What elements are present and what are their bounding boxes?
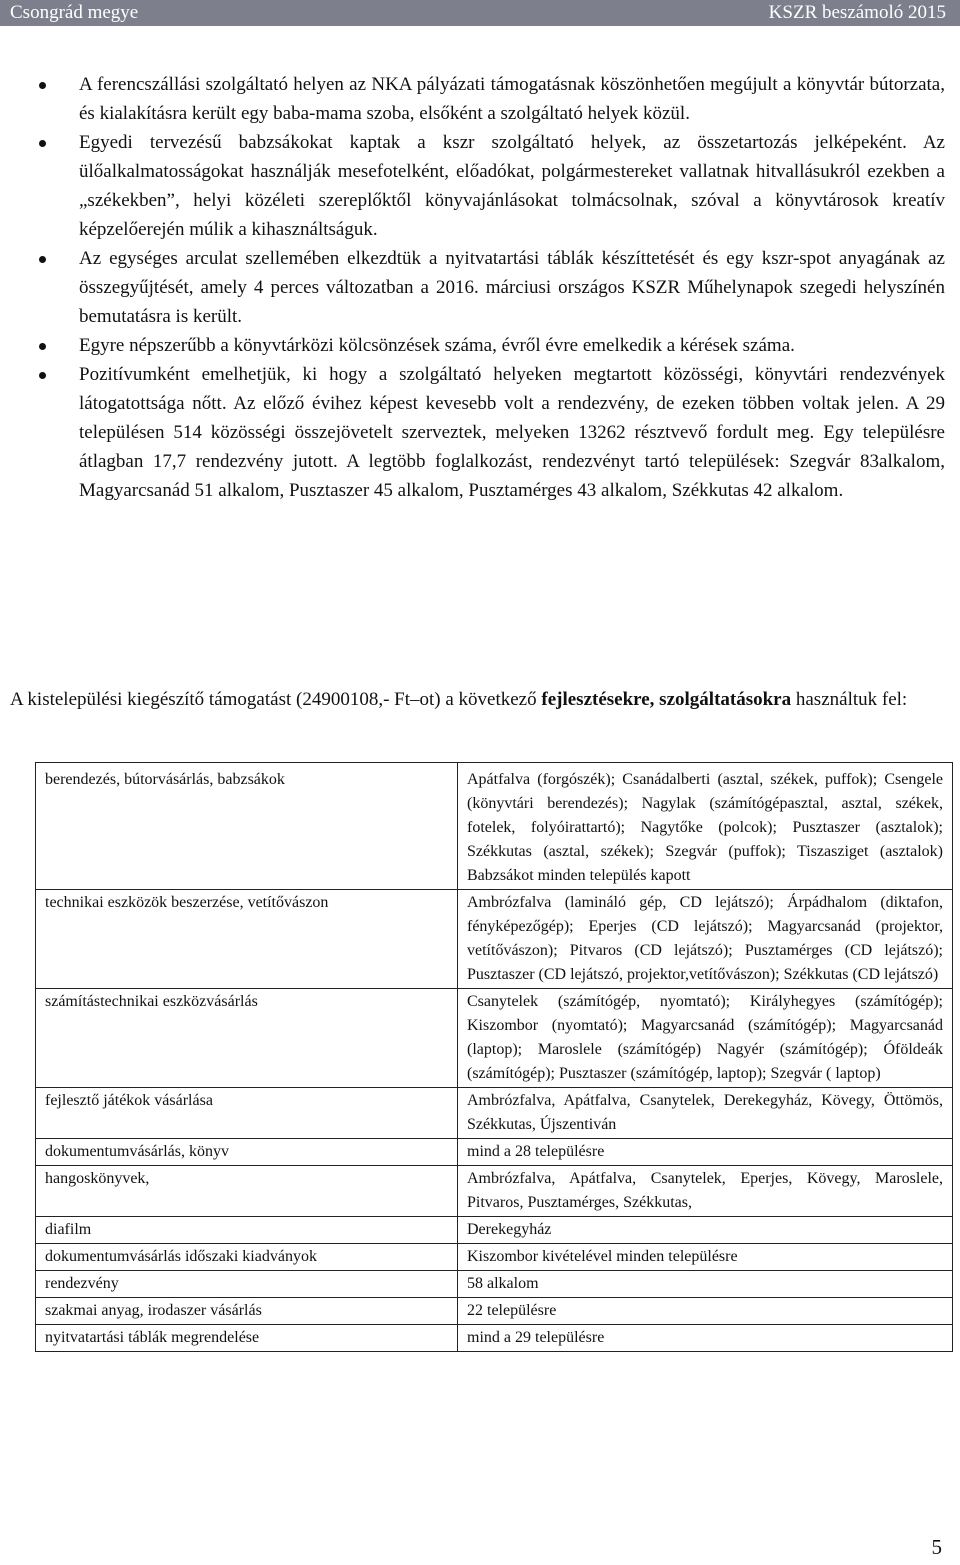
- table-row: [36, 1298, 953, 1325]
- table-row: [36, 1325, 953, 1352]
- header-county: Csongrád megye: [10, 2, 139, 23]
- table-row: [36, 763, 953, 890]
- header-report-title: KSZR beszámoló 2015: [768, 2, 946, 23]
- detail-cell: mind a 29 településre: [458, 1325, 953, 1352]
- detail-cell: Derekegyház: [458, 1217, 953, 1244]
- detail-cell: mind a 28 településre: [458, 1139, 953, 1166]
- category-cell: számítástechnikai eszközvásárlás: [36, 989, 458, 1088]
- development-table: [35, 762, 953, 1352]
- intro-text: A kistelepülési kiegészítő támogatást (24900108,- Ft–ot) a következő: [10, 689, 542, 710]
- bullet-item: Az egységes arculat szellemében elkezdtük a nyitvatartási táblák készíttetését és egy kszr-spot anyagának az összegyűjtését, amely 4 perces változatban a 2016. márciusi országos KSZR Műhelynapok szegedi helyszínén bemutatásra is került.: [35, 244, 945, 331]
- bullet-list: [35, 70, 945, 505]
- category-cell: nyitvatartási táblák megrendelése: [36, 1325, 458, 1352]
- category-cell: berendezés, bútorvásárlás, babzsákok: [36, 763, 458, 890]
- detail-cell: 22 településre: [458, 1298, 953, 1325]
- table-row: [36, 1271, 953, 1298]
- detail-cell: Ambrózfalva, Apátfalva, Csanytelek, Eperjes, Kövegy, Maroslele, Pitvaros, Pusztamérges, Székkutas,: [458, 1166, 953, 1217]
- bullet-item: Egyre népszerűbb a könyvtárközi kölcsönzések száma, évről évre emelkedik a kérések száma.: [35, 331, 945, 360]
- table-row: [36, 1139, 953, 1166]
- intro-bold-text: fejlesztésekre, szolgáltatásokra: [541, 689, 792, 710]
- page-header: [0, 0, 960, 26]
- detail-cell: 58 alkalom: [458, 1271, 953, 1298]
- category-cell: dokumentumvásárlás időszaki kiadványok: [36, 1244, 458, 1271]
- category-cell: technikai eszközök beszerzése, vetítővászon: [36, 890, 458, 989]
- table-row: [36, 1088, 953, 1139]
- table-row: [36, 890, 953, 989]
- category-cell: szakmai anyag, irodaszer vásárlás: [36, 1298, 458, 1325]
- detail-cell: Kiszombor kivételével minden településre: [458, 1244, 953, 1271]
- category-cell: rendezvény: [36, 1271, 458, 1298]
- category-cell: diafilm: [36, 1217, 458, 1244]
- table-row: [36, 1166, 953, 1217]
- bullet-item: Pozitívumként emelhetjük, ki hogy a szolgáltató helyeken megtartott közösségi, könyvtári rendezvények látogatottsága nőtt. Az előző évihez képest kevesebb volt a rendezvény, de ezeken többen voltak jelen. A 29 településen 514 közösségi összejövetelt szerveztek, melyeken 13262 résztvevő fordult meg. Egy településre átlagban 17,7 rendezvény jutott. A legtöbb foglalkozást, rendezvényt tartó települések: Szegvár 83alkalom, Magyarcsanád 51 alkalom, Pusztaszer 45 alkalom, Pusztamérges 43 alkalom, Székkutas 42 alkalom.: [35, 360, 945, 505]
- intro-text-end: használtuk fel:: [791, 689, 908, 710]
- table-intro-paragraph: [10, 686, 945, 713]
- category-cell: dokumentumvásárlás, könyv: [36, 1139, 458, 1166]
- category-cell: fejlesztő játékok vásárlása: [36, 1088, 458, 1139]
- table-row: [36, 1244, 953, 1271]
- bullet-item: A ferencszállási szolgáltató helyen az NKA pályázati támogatásnak köszönhetően megújult a könyvtár bútorzata, és kialakításra került egy baba-mama szoba, elsőként a szolgáltató helyek közül.: [35, 70, 945, 128]
- detail-cell: Ambrózfalva, Apátfalva, Csanytelek, Derekegyház, Kövegy, Öttömös, Székkutas, Újszentiván: [458, 1088, 953, 1139]
- detail-cell: Apátfalva (forgószék); Csanádalberti (asztal, székek, puffok); Csengele (könyvtári berendezés); Nagylak (számítógépasztal, asztal, székek, fotelek, folyóirattartó); Nagytőke (polcok); Pusztaszer (asztalok); Székkutas (asztal, székek); Szegvár (puffok); Tiszasziget (asztalok) Babzsákot minden település kapott: [458, 763, 953, 890]
- bullet-item: Egyedi tervezésű babzsákokat kaptak a kszr szolgáltató helyek, az összetartozás jelképeként. Az ülőalkalmatosságokat használják mesefotelként, előadókat, polgármestereket vallatnak hitvallásukról ezekben a „székekben”, helyi közéleti szereplőktől könyvajánlásokat tolmácsolnak, szóval a könyvtárosok kreatív képzelőerején múlik a kihasználtságuk.: [35, 128, 945, 244]
- category-cell: hangoskönyvek,: [36, 1166, 458, 1217]
- table-row: [36, 989, 953, 1088]
- page-number: 5: [931, 1535, 942, 1559]
- table-row: [36, 1217, 953, 1244]
- detail-cell: Ambrózfalva (lamináló gép, CD lejátszó); Árpádhalom (diktafon, fényképezőgép); Eperjes (CD lejátszó); Magyarcsanád (projektor, vetítővászon); Pitvaros (CD lejátszó); Pusztamérges (CD lejátszó); Pusztaszer (CD lejátszó, projektor,vetítővászon); Székkutas (CD lejátszó): [458, 890, 953, 989]
- detail-cell: Csanytelek (számítógép, nyomtató); Királyhegyes (számítógép); Kiszombor (nyomtató); Magyarcsanád (számítógép); Magyarcsanád (laptop); Maroslele (számítógép) Nagyér (számítógép); Óföldeák (számítógép); Pusztaszer (számítógép, laptop); Szegvár ( laptop): [458, 989, 953, 1088]
